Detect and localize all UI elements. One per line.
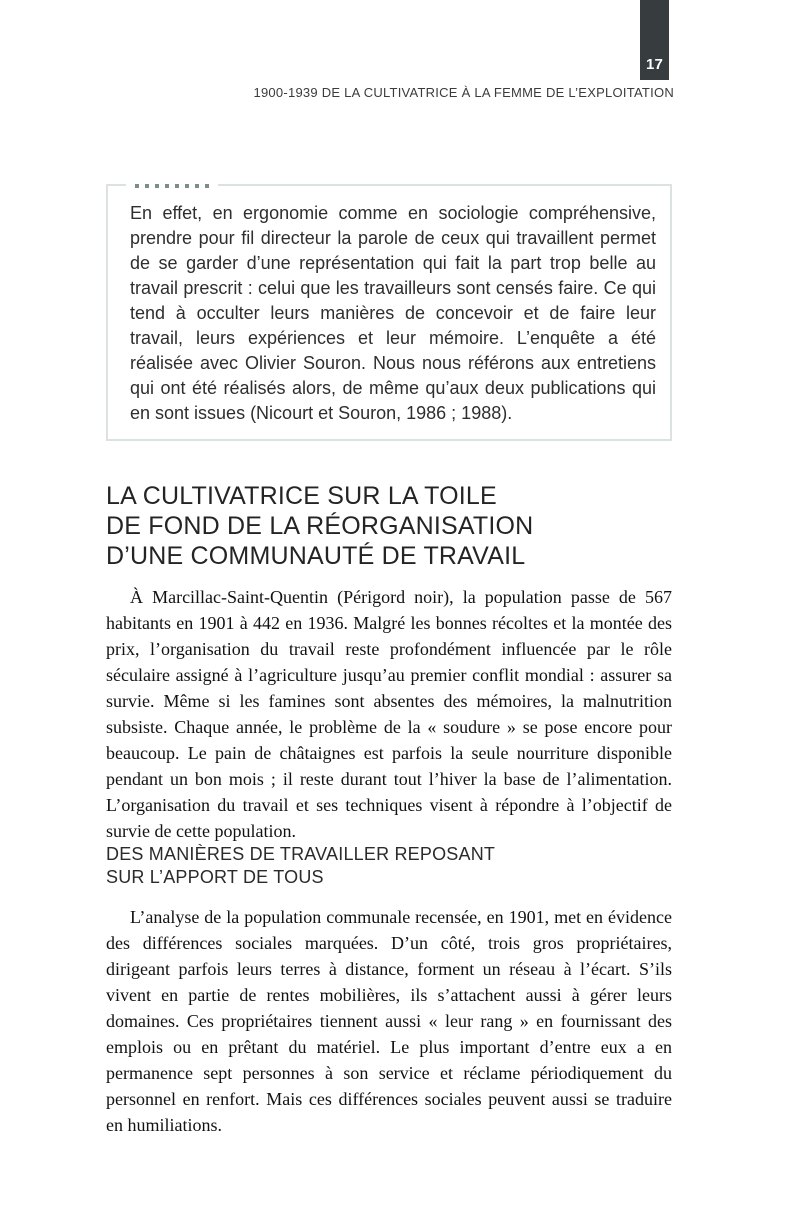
section-title: [106, 481, 672, 571]
note-box: [106, 184, 672, 441]
section-title-line-1: LA CULTIVATRICE SUR LA TOILE: [106, 481, 497, 510]
subsection-title-line-1: DES MANIÈRES DE TRAVAILLER REPOSANT: [106, 843, 496, 864]
subsection-title-line-2: SUR L’APPORT DE TOUS: [106, 866, 324, 887]
running-header: 1900-1939 DE LA CULTIVATRICE À LA FEMME DE L’EXPLOITATION: [253, 85, 674, 100]
section-title-line-2: DE FOND DE LA RÉORGANISATION: [106, 511, 534, 540]
subsection-title: [106, 843, 672, 889]
note-marker-dots-icon: [126, 181, 218, 191]
page-number-tab: [640, 0, 669, 80]
body-paragraph-2: L’analyse de la population communale recensée, en 1901, met en évidence des différences sociales marquées. D’un côté, trois gros propriétaires, dirigeant parfois leurs terres à distance, forment un réseau à l’écart. S’ils vivent en partie de rentes mobilières, ils s’attachent aussi à gérer leurs domaines. Ces propriétaires tiennent aussi « leur rang » en fournissant des emplois ou en prêtant du matériel. Le plus important d’entre eux a en permanence sept personnes à son service et réclame périodiquement du personnel en renfort. Mais ces différences sociales peuvent aussi se traduire en humiliations.: [106, 907, 672, 1135]
note-box-text: En effet, en ergonomie comme en sociologie compréhensive, prendre pour fil directeur la parole de ceux qui travaillent permet de se garder d’une représentation qui fait la part trop belle au travail prescrit : celui que les travailleurs sont censés faire. Ce qui tend à occulter leurs manières de concevoir et de faire leur travail, leurs expériences et leur mémoire. L’enquête a été réalisée avec Olivier Souron. Nous nous référons aux entretiens qui ont été réalisés alors, de même qu’aux deux publications qui en sont issues (Nicourt et Souron, 1986 ; 1988).: [130, 203, 656, 423]
body-paragraph-1: À Marcillac-Saint-Quentin (Périgord noir), la population passe de 567 habitants en 1901 à 442 en 1936. Malgré les bonnes récoltes et la montée des prix, l’organisation du travail reste profondément influencée par le rôle séculaire assigné à l’agriculture jusqu’au premier conflit mondial : assurer sa survie. Même si les famines sont absentes des mémoires, la malnutrition subsiste. Chaque année, le problème de la « soudure » se pose encore pour beaucoup. Le pain de châtaignes est parfois la seule nourriture disponible pendant un bon mois ; il reste durant tout l’hiver la base de l’alimentation. L’organisation du travail et ses techniques visent à répondre à l’objectif de survie de cette population.: [106, 587, 672, 841]
section-title-line-3: D’UNE COMMUNAUTÉ DE TRAVAIL: [106, 541, 526, 570]
page-number: 17: [645, 56, 664, 73]
